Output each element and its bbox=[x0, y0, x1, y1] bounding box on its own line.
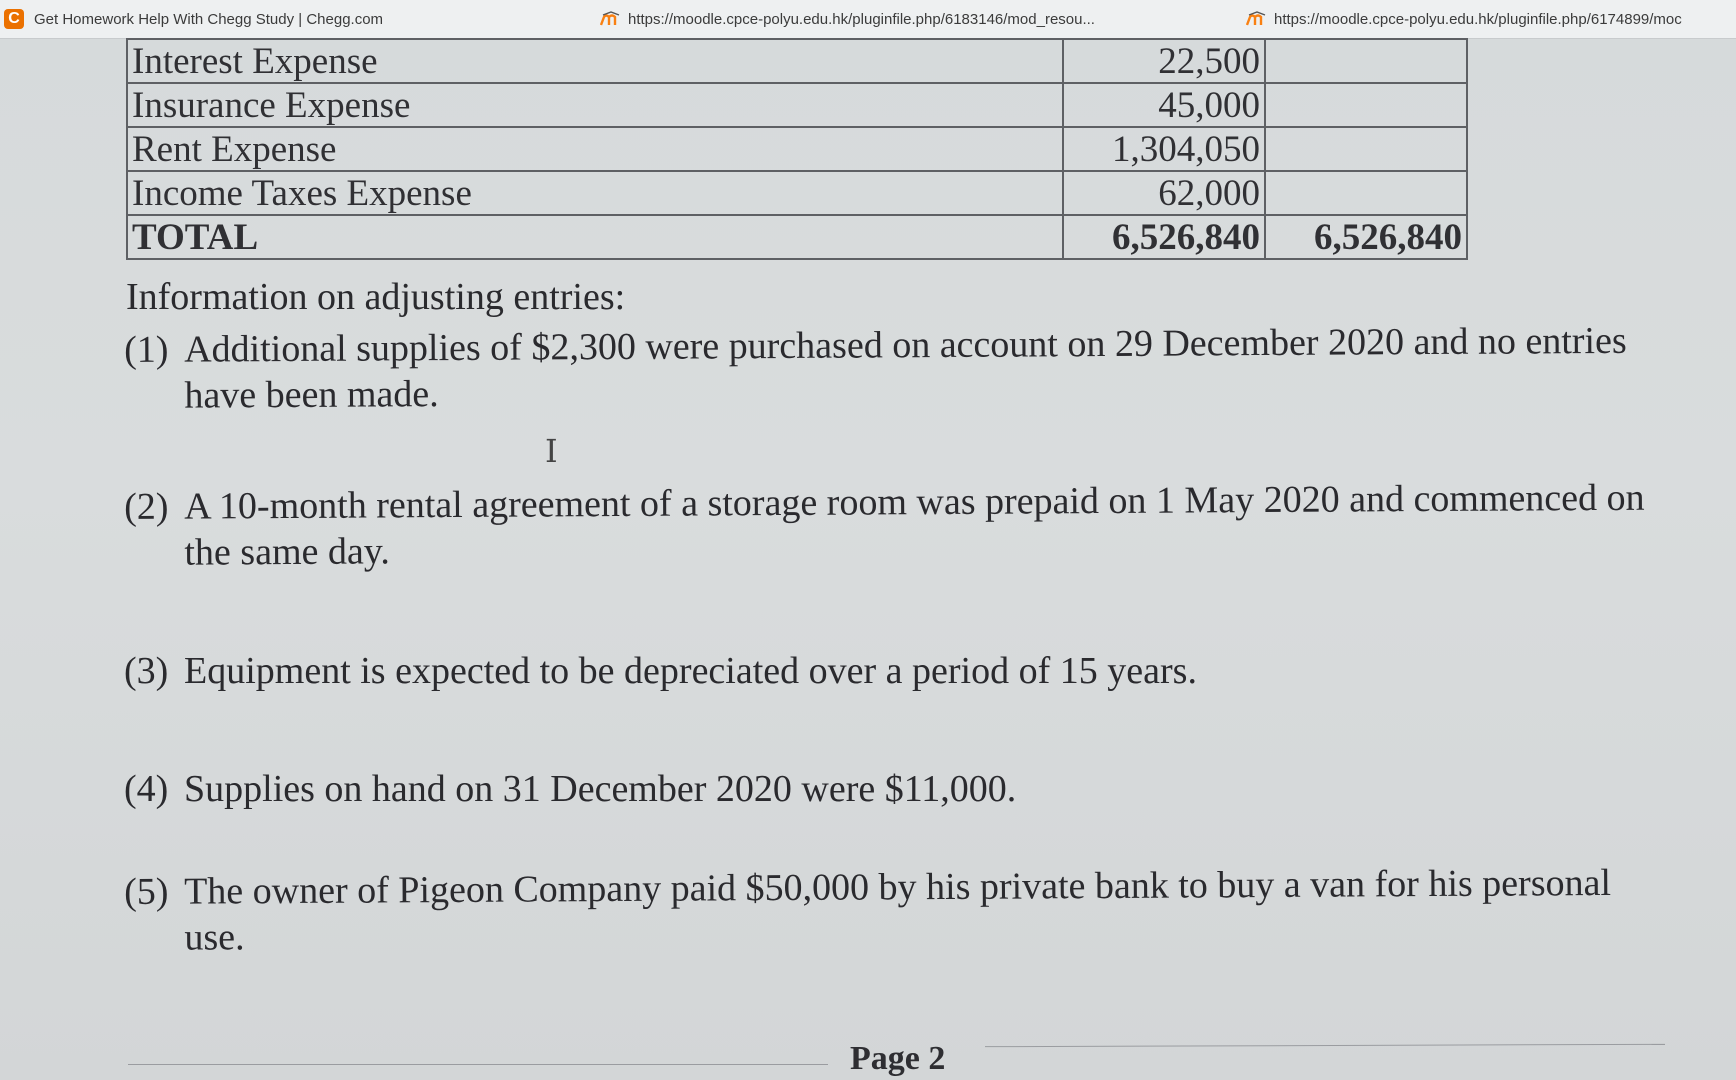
credit-amount bbox=[1265, 127, 1467, 171]
account-name: Income Taxes Expense bbox=[127, 171, 1063, 215]
item-text-continued: use. bbox=[184, 916, 245, 959]
item-number: (3) bbox=[124, 650, 169, 692]
adjustment-item bbox=[124, 648, 1684, 694]
chegg-icon: C bbox=[4, 9, 24, 29]
item-number: (1) bbox=[124, 328, 169, 371]
total-label: TOTAL bbox=[127, 215, 1063, 259]
bookmark-chegg[interactable] bbox=[4, 8, 383, 30]
table-row bbox=[127, 83, 1467, 127]
credit-amount bbox=[1265, 39, 1467, 83]
account-name: Interest Expense bbox=[127, 39, 1063, 83]
item-number: (5) bbox=[124, 870, 169, 913]
total-credit: 6,526,840 bbox=[1265, 215, 1467, 259]
item-number: (4) bbox=[124, 768, 169, 810]
bookmark-moodle-1[interactable] bbox=[600, 8, 1095, 30]
adjustment-item bbox=[124, 859, 1685, 961]
total-row bbox=[127, 215, 1467, 259]
moodle-icon bbox=[600, 11, 620, 27]
item-text: Supplies on hand on 31 December 2020 were $11,000. bbox=[184, 768, 1017, 810]
debit-amount: 22,500 bbox=[1063, 39, 1265, 83]
moodle-icon bbox=[1246, 11, 1266, 27]
adjustments-heading: Information on adjusting entries: bbox=[126, 276, 626, 318]
bookmark-moodle-2[interactable] bbox=[1246, 8, 1682, 30]
total-debit: 6,526,840 bbox=[1063, 215, 1265, 259]
credit-amount bbox=[1265, 171, 1467, 215]
account-name: Rent Expense bbox=[127, 127, 1063, 171]
trial-balance-table bbox=[126, 38, 1468, 260]
table-row bbox=[127, 171, 1467, 215]
bookmark-label: Get Homework Help With Chegg Study | Chegg.com bbox=[34, 10, 384, 28]
adjustment-item bbox=[124, 766, 1684, 812]
bookmark-bar bbox=[0, 0, 1736, 39]
item-text-continued: have been made. bbox=[184, 373, 439, 417]
item-text: Additional supplies of $2,300 were purchased on account on 29 December 2020 and no entries bbox=[184, 319, 1627, 371]
credit-amount bbox=[1265, 83, 1467, 127]
item-text: The owner of Pigeon Company paid $50,000 by his private bank to buy a van for his personal bbox=[184, 861, 1612, 913]
bookmark-label: https://moodle.cpce-polyu.edu.hk/pluginfile.php/6174899/moc bbox=[1274, 10, 1682, 28]
item-number: (2) bbox=[124, 485, 169, 528]
adjustment-item bbox=[124, 474, 1685, 576]
adjustment-item bbox=[124, 317, 1685, 419]
page-number: Page 2 bbox=[850, 1040, 946, 1077]
debit-amount: 1,304,050 bbox=[1063, 127, 1265, 171]
table-row bbox=[127, 127, 1467, 171]
debit-amount: 62,000 bbox=[1063, 171, 1265, 215]
text-cursor-icon: I bbox=[545, 432, 558, 470]
item-text: A 10-month rental agreement of a storage room was prepaid on 1 May 2020 and commenced on bbox=[184, 476, 1645, 528]
debit-amount: 45,000 bbox=[1063, 83, 1265, 127]
account-name: Insurance Expense bbox=[127, 83, 1063, 127]
bookmark-label: https://moodle.cpce-polyu.edu.hk/pluginfile.php/6183146/mod_resou... bbox=[628, 10, 1095, 28]
item-text: Equipment is expected to be depreciated over a period of 15 years. bbox=[184, 650, 1197, 692]
item-text-continued: the same day. bbox=[184, 530, 390, 574]
table-row bbox=[127, 39, 1467, 83]
footer-divider-left bbox=[128, 1064, 828, 1065]
footer-divider-right bbox=[985, 1044, 1665, 1047]
